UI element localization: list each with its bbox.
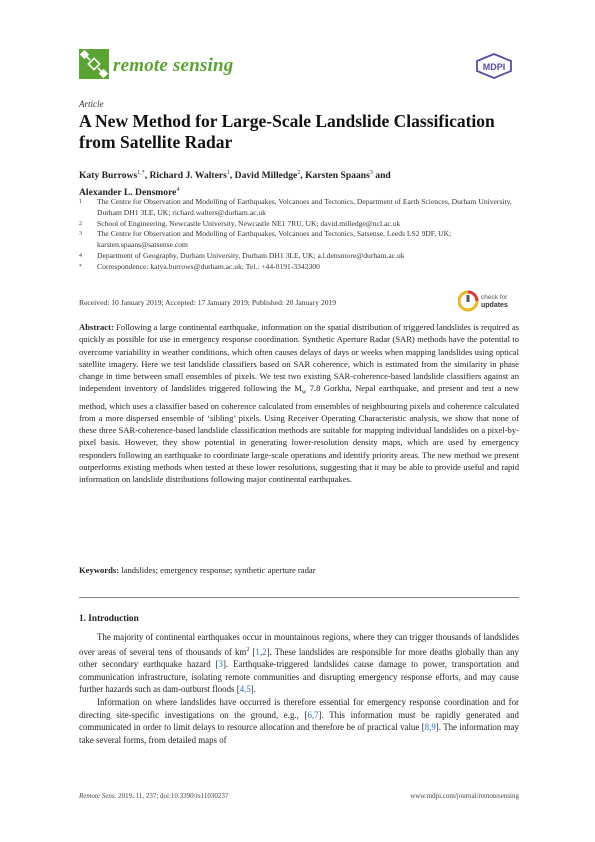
correspondence: * Correspondence: katya.burrows@durham.ac.uk; Tel.: +44-0191-3342300 <box>79 261 320 271</box>
citation-link[interactable]: 6,7 <box>307 709 319 720</box>
footer-citation: Remote Sens. 2019, 11, 237; doi:10.3390/rs11030237 <box>79 792 229 800</box>
paragraph: Information on where landslides have occurred is therefore essential for emergency response coordination and for directing site-specific investigations on the ground, e.g., [6,7]. This information must be rapidly generated and communicated in order to limit delays to resource allocation and therefore be of practical value [8,9]. The information may take several forms, from detailed maps of <box>79 696 519 745</box>
journal-logo-icon <box>79 49 109 79</box>
affiliation-item: 3 The Centre for Observation and Modelling of Earthquakes, Volcanoes and Tectonics, Satsense, Leeds LS2 9DF, UK; karsten.spaans@satsense.com <box>79 229 452 250</box>
citation-link[interactable]: 1,2 <box>255 646 267 657</box>
citation-link[interactable]: 4,5 <box>239 684 251 695</box>
author-list: Katy Burrows$^{1,*}$, Richard J. Walters$^1$, David Milledge$^2$, Karsten Spaans$^3$ and Alexander L. Densmore$^4$ <box>79 170 391 199</box>
author[interactable]: Richard J. Walters <box>149 170 227 182</box>
author[interactable]: Katy Burrows <box>79 170 138 182</box>
abstract-label: Abstract: <box>79 322 114 332</box>
section-divider <box>79 597 519 598</box>
author[interactable]: David Milledge <box>234 170 298 182</box>
section-heading: 1. Introduction <box>79 614 139 624</box>
affiliations <box>79 197 519 273</box>
article-type: Article <box>79 99 104 109</box>
svg-text:updates: updates <box>481 302 508 309</box>
affiliation-item: 2 School of Engineering, Newcastle University, Newcastle NE1 7RU, UK; david.milledge@ncl.ac.uk <box>79 218 401 228</box>
affiliation-item: 1 The Centre for Observation and Modelling of Earthquakes, Volcanoes and Tectonics, Department of Earth Sciences, Durham University, Durham DH1 3LE, UK; richard.walters@durham.ac.uk <box>79 197 512 217</box>
journal-url[interactable]: www.mdpi.com/journal/remotesensing <box>410 792 519 800</box>
mdpi-logo-text: MDPI <box>482 62 506 72</box>
abstract: Abstract: Following a large continental earthquake, information on the spatial distribution of triggered landslides is required as quickly as possible for use in emergency response coordination. Synthetic Aperture Radar (SAR) methods have the potential to overcome variability in weather conditions, which often causes delays of days or weeks when mapping landslides using optical satellite imagery. Here we test landslide classifiers based on SAR coherence, which is estimated from the similarity in phase change in time between small ensembles of pixels. We test two existing SAR-coherence-based landslide classifiers against an independent inventory of landslides triggered following the $M_w$ 7.8 Gorkha, Nepal earthquake, and present and test a new method, which uses a classifier based on coherence calculated from ensembles of neighbouring pixels and coherence calculated from a more dispersed ensemble of ‘sibling’ pixels. Using Receiver Operating Characteristic analysis, we show that none of these three SAR-coherence-based landslide classification methods are suitable for mapping individual landslides on a pixel-by-pixel basis. However, they show potential in generating lower-resolution density maps, which are used by emergency responders following an earthquake to coordinate large-scale operations and identify priority areas. The new method we present outperforms existing methods when tested at these lower resolutions, suggesting that it may be able to provide useful and rapid information on landslide distributions following major continental earthquakes. <box>79 322 519 485</box>
paragraph: The majority of continental earthquakes occur in mountainous regions, where they can trigger thousands of landslides over areas of several tens of thousands of $km^2$ [1,2]. These landslides are responsible for more deaths globally than any other secondary earthquake hazard [3]. Earthquake-triggered landslides cause damage to power, transportation and communication infrastructure, isolating remote communities and disrupting emergency response efforts, and may cause further hazards such as dam-outburst floods [4,5]. <box>79 632 519 695</box>
keywords: Keywords: landslides; emergency response; synthetic aperture radar <box>79 565 316 575</box>
author[interactable]: Alexander L. Densmore <box>79 187 177 199</box>
author[interactable]: Karsten Spaans <box>305 170 370 182</box>
check-updates-icon <box>459 292 477 310</box>
citation-link[interactable]: 3 <box>218 659 223 670</box>
page-footer <box>79 792 519 800</box>
citation-link[interactable]: 8,9 <box>424 722 436 733</box>
article-title: A New Method for Large-Scale Landslide Classification from Satellite Radar <box>79 111 495 152</box>
journal-name: remote sensing <box>113 55 234 76</box>
publication-dates: Received: 10 January 2019; Accepted: 17 January 2019; Published: 20 January 2019 <box>79 298 337 307</box>
affiliation-item: 4 Department of Geography, Durham University, Durham DH1 3LE, UK; a.l.densmore@durham.ac.uk <box>79 250 405 260</box>
check-for-updates-button[interactable] <box>458 290 520 312</box>
mdpi-logo <box>474 53 514 79</box>
svg-text:check for: check for <box>481 294 508 301</box>
introduction-text <box>79 631 519 746</box>
